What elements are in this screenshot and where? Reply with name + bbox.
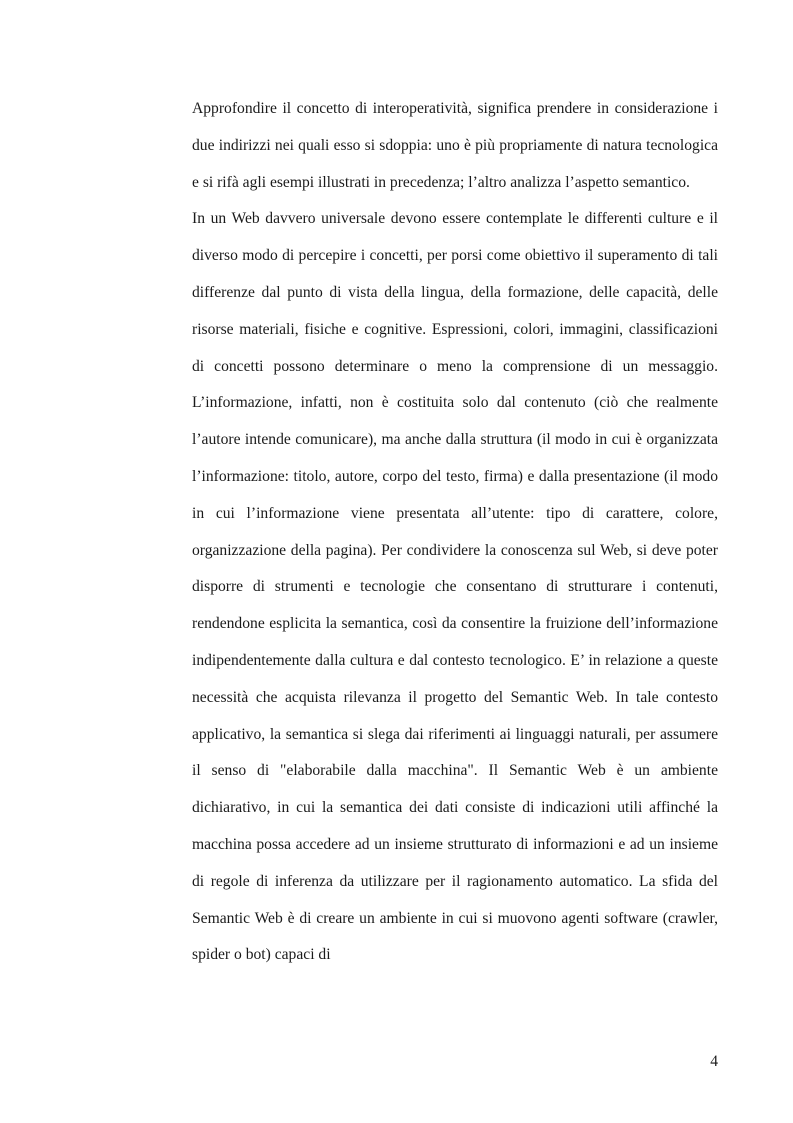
paragraph-interoperativita: Approfondire il concetto di interoperatività, significa prendere in considerazione i due indirizzi nei quali esso si sdoppia: uno è più propriamente di natura tecnologica e si rifà agli esempi illustrati in precedenza; l’altro analizza l’aspetto semantico. (192, 100, 718, 191)
paragraph-semantic-web: In un Web davvero universale devono essere contemplate le differenti culture e il diverso modo di percepire i concetti, per porsi come obiettivo il superamento di tali differenze dal punto di vista della lingua, della formazione, delle capacità, delle risorse materiali, fisiche e cognitive. Espressioni, colori, immagini, classificazioni di concetti possono determinare o meno la comprensione di un messaggio. L’informazione, infatti, non è costituita solo dal contenuto (ciò che realmente l’autore intende comunicare), ma anche dalla struttura (il modo in cui è organizzata l’informazione: titolo, autore, corpo del testo, firma) e dalla presentazione (il modo in cui l’informazione viene presentata all’utente: tipo di carattere, colore, organizzazione della pagina). Per condividere la conoscenza sul Web, si deve poter disporre di strumenti e tecnologie che consentano di strutturare i contenuti, rendendone esplicita la semantica, così da consentire la fruizione dell’informazione indipendentemente dalla cultura e dal contesto tecnologico. E’ in relazione a queste necessità che acquista rilevanza il progetto del Semantic Web. In tale contesto applicativo, la semantica si slega dai riferimenti ai linguaggi naturali, per assumere il senso di "elaborabile dalla macchina". Il Semantic Web è un ambiente dichiarativo, in cui la semantica dei dati consiste di indicazioni utili affinché la macchina possa accedere ad un insieme strutturato di informazioni e ad un insieme di regole di inferenza da utilizzare per il ragionamento automatico. La sfida del Semantic Web è di creare un ambiente in cui si muovono agenti software (crawler, spider o bot) capaci di (192, 210, 718, 964)
body-text (192, 91, 718, 974)
page-number: 4 (710, 1053, 718, 1070)
